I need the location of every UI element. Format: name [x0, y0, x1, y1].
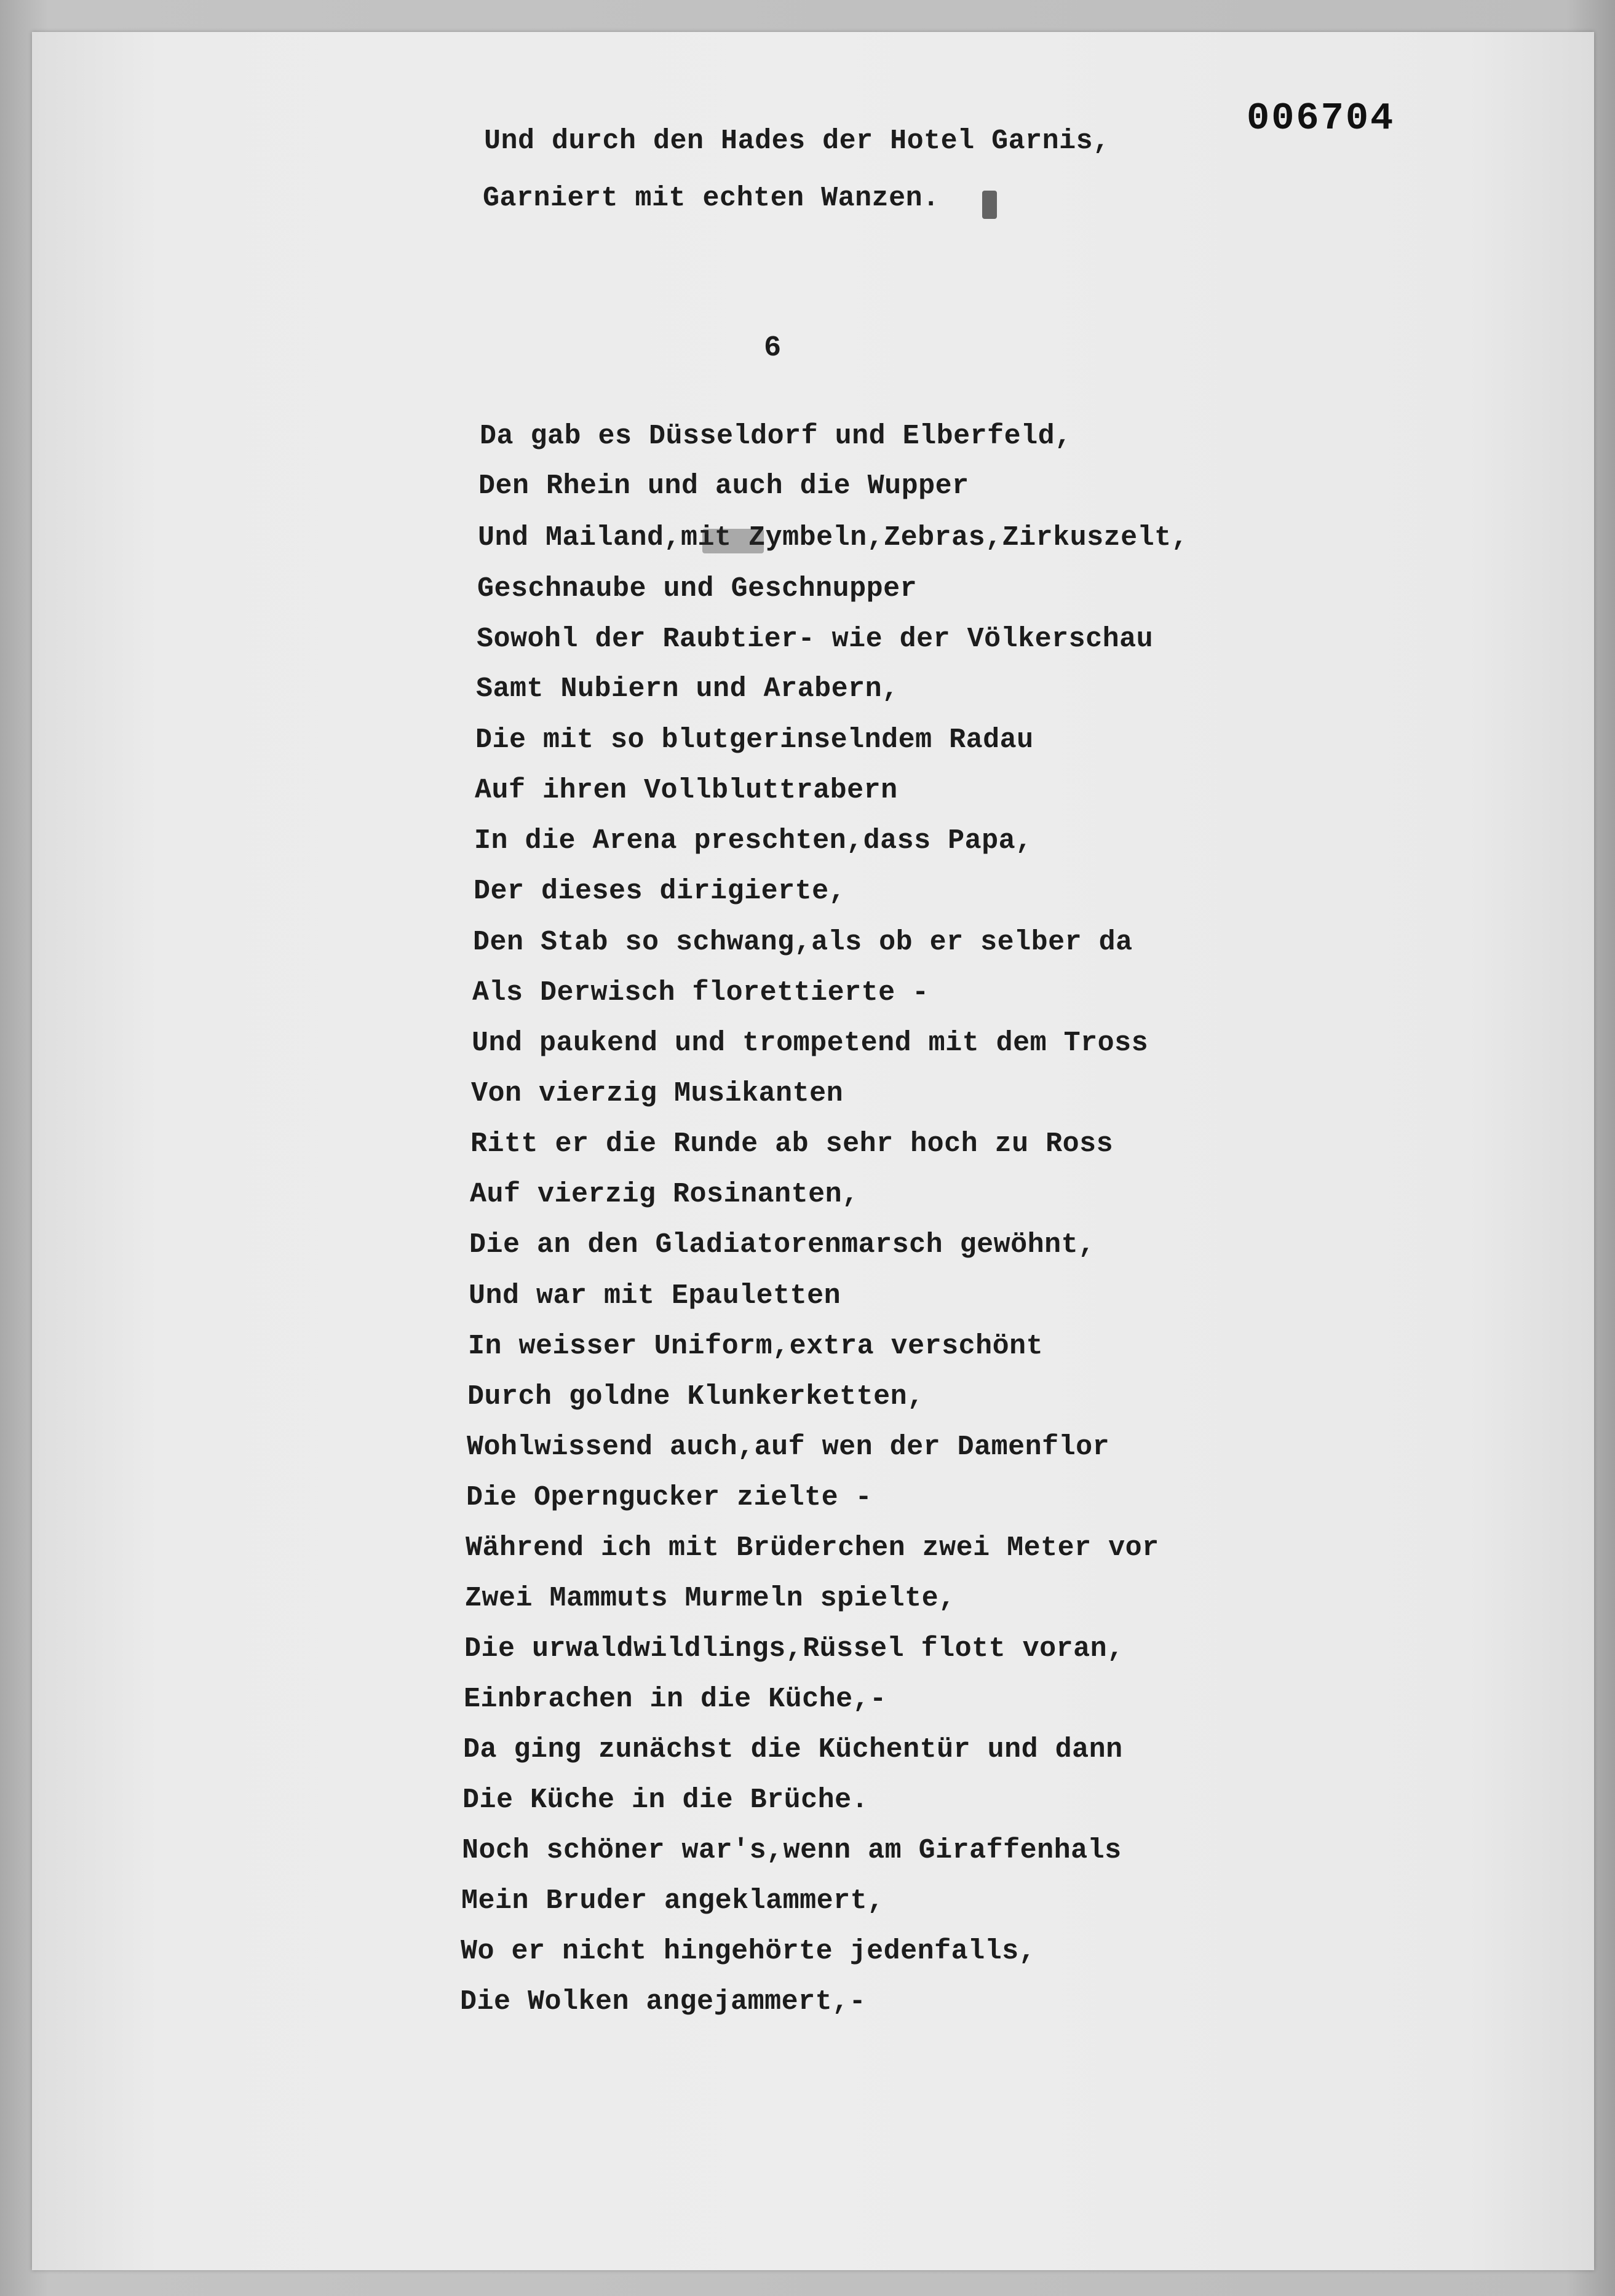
verse-line: In die Arena preschten,dass Papa,	[474, 825, 1033, 857]
verse-line: Da ging zunächst die Küchentür und dann	[463, 1734, 1123, 1765]
typewritten-page	[32, 32, 1594, 2270]
verse-line: In weisser Uniform,extra verschönt	[468, 1331, 1044, 1362]
verse-line: Die Küche in die Brüche.	[462, 1784, 869, 1816]
verse-line: Garniert mit echten Wanzen.	[483, 183, 940, 214]
verse-line: Auf vierzig Rosinanten,	[470, 1179, 859, 1210]
verse-line: Durch goldne Klunkerketten,	[467, 1381, 924, 1412]
verse-line: Samt Nubiern und Arabern,	[476, 673, 899, 705]
verse-line: Auf ihren Vollbluttrabern	[475, 775, 898, 806]
verse-line: Da gab es Düsseldorf und Elberfeld,	[480, 421, 1072, 452]
verse-line: Während ich mit Brüderchen zwei Meter vor	[466, 1532, 1159, 1564]
page-number: 006704	[1247, 97, 1395, 140]
verse-line: Sowohl der Raubtier- wie der Völkerschau	[477, 623, 1154, 655]
verse-line: Als Derwisch florettierte -	[472, 977, 929, 1008]
verse-line: Der dieses dirigierte,	[474, 876, 846, 907]
verse-line: Die an den Gladiatorenmarsch gewöhnt,	[469, 1229, 1095, 1261]
verse-line: Geschnaube und Geschnupper	[477, 573, 918, 604]
verse-line: Die Operngucker zielte -	[466, 1482, 873, 1513]
verse-line: Und war mit Epauletten	[469, 1280, 841, 1312]
verse-line: Und Mailand,mit Zymbeln,Zebras,Zirkuszelt,	[478, 522, 1189, 553]
ink-smudge	[982, 191, 997, 219]
verse-line: Den Rhein und auch die Wupper	[478, 470, 969, 502]
strikethrough-overtype	[702, 529, 764, 553]
verse-line: Die Wolken angejammert,-	[460, 1986, 867, 2017]
verse-line: Mein Bruder angeklammert,	[461, 1885, 884, 1917]
verse-line: Einbrachen in die Küche,-	[464, 1684, 887, 1715]
verse-line: Wo er nicht hingehörte jedenfalls,	[461, 1936, 1036, 1967]
verse-line: Wohlwissend auch,auf wen der Damenflor	[467, 1431, 1110, 1463]
verse-line: Und durch den Hades der Hotel Garnis,	[484, 125, 1110, 157]
verse-line: Von vierzig Musikanten	[471, 1078, 844, 1109]
verse-line: Den Stab so schwang,als ob er selber da	[473, 927, 1133, 958]
verse-line: Und paukend und trompetend mit dem Tross	[472, 1027, 1149, 1059]
stanza-number: 6	[764, 332, 782, 365]
verse-line: Die urwaldwildlings,Rüssel flott voran,	[464, 1633, 1124, 1665]
verse-line: Die mit so blutgerinselndem Radau	[475, 724, 1034, 756]
verse-line: Ritt er die Runde ab sehr hoch zu Ross	[470, 1128, 1114, 1160]
verse-line: Zwei Mammuts Murmeln spielte,	[465, 1583, 956, 1614]
verse-line: Noch schöner war's,wenn am Giraffenhals	[462, 1835, 1122, 1866]
